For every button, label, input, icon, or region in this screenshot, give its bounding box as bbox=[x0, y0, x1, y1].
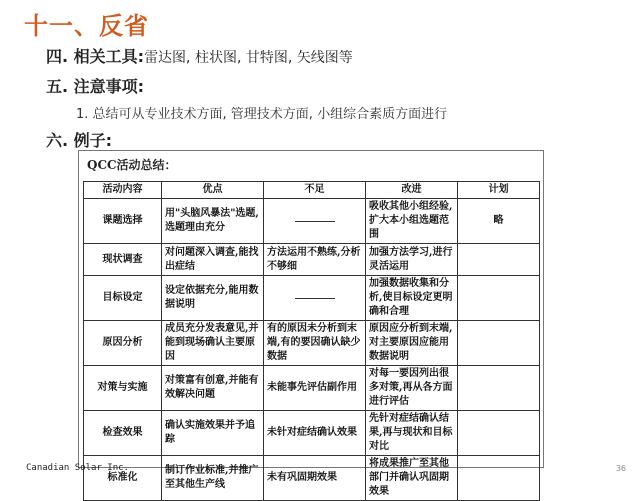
header-activity: 活动内容 bbox=[84, 182, 162, 199]
cell-plan bbox=[458, 244, 540, 276]
cell-activity: 目标设定 bbox=[84, 276, 162, 321]
footer-company: Canadian Solar Inc. bbox=[26, 463, 129, 473]
cell-cons: 未有巩固期效果 bbox=[264, 456, 366, 501]
table-header-row bbox=[84, 182, 540, 199]
table-row bbox=[84, 199, 540, 244]
cell-plan bbox=[458, 366, 540, 411]
section-colon: : bbox=[137, 47, 145, 66]
cell-improve: 对每一要因列出很多对策,再从各方面进行评估 bbox=[366, 366, 458, 411]
cell-activity: 原因分析 bbox=[84, 321, 162, 366]
cell-cons bbox=[264, 276, 366, 321]
qcc-summary-table bbox=[83, 181, 540, 501]
slide-title: 十一、反省 bbox=[24, 12, 149, 40]
header-improve: 改进 bbox=[366, 182, 458, 199]
dash-placeholder bbox=[295, 297, 335, 299]
cell-activity: 检查效果 bbox=[84, 411, 162, 456]
cell-cons bbox=[264, 199, 366, 244]
table-row bbox=[84, 366, 540, 411]
cell-plan bbox=[458, 276, 540, 321]
page-number: 36 bbox=[615, 464, 626, 473]
panel-title: QCC活动总结： bbox=[87, 158, 177, 172]
cell-cons: 未能事先评估副作用 bbox=[264, 366, 366, 411]
cell-cons: 未针对症结确认效果 bbox=[264, 411, 366, 456]
note-point-1: 1. 总结可从专业技术方面, 管理技术方面, 小组综合素质方面进行 bbox=[76, 107, 448, 122]
section-colon: : bbox=[105, 131, 113, 150]
table-row bbox=[84, 276, 540, 321]
cell-plan bbox=[458, 411, 540, 456]
cell-activity: 现状调查 bbox=[84, 244, 162, 276]
cell-plan bbox=[458, 321, 540, 366]
cell-activity: 标准化 bbox=[84, 456, 162, 501]
qcc-summary-panel bbox=[78, 150, 544, 497]
cell-pros: 设定依据充分,能用数据说明 bbox=[162, 276, 264, 321]
section-text: 雷达图, 柱状图, 甘特图, 矢线图等 bbox=[144, 50, 353, 66]
header-cons: 不足 bbox=[264, 182, 366, 199]
cell-pros: 确认实施效果并予追踪 bbox=[162, 411, 264, 456]
header-plan: 计划 bbox=[458, 182, 540, 199]
cell-improve: 原因应分析到末端,对主要原因应能用数据说明 bbox=[366, 321, 458, 366]
cell-pros: 制订作业标准,并推广至其他生产线 bbox=[162, 456, 264, 501]
cell-plan: 略 bbox=[458, 199, 540, 244]
cell-pros: 用"头脑风暴法"选题,选题理由充分 bbox=[162, 199, 264, 244]
section-colon: : bbox=[137, 77, 145, 96]
cell-plan bbox=[458, 456, 540, 501]
cell-cons: 方法运用不熟练,分析不够细 bbox=[264, 244, 366, 276]
cell-pros: 成员充分发表意见,并能到现场确认主要原因 bbox=[162, 321, 264, 366]
section-heading: 六. 例子 bbox=[46, 131, 106, 150]
cell-improve: 加强数据收集和分析,使目标设定更明确和合理 bbox=[366, 276, 458, 321]
header-pros: 优点 bbox=[162, 182, 264, 199]
cell-improve: 先针对症结确认结果,再与现状和目标对比 bbox=[366, 411, 458, 456]
cell-pros: 对策富有创意,并能有效解决问题 bbox=[162, 366, 264, 411]
section-heading: 五. 注意事项 bbox=[46, 77, 138, 96]
cell-activity: 课题选择 bbox=[84, 199, 162, 244]
cell-improve: 将成果推广至其他部门并确认巩固期效果 bbox=[366, 456, 458, 501]
table-row bbox=[84, 411, 540, 456]
table-row bbox=[84, 321, 540, 366]
table-row bbox=[84, 244, 540, 276]
dash-placeholder bbox=[295, 220, 335, 222]
cell-improve: 吸收其他小组经验,扩大本小组选题范围 bbox=[366, 199, 458, 244]
section-related-tools bbox=[46, 44, 353, 67]
cell-activity: 对策与实施 bbox=[84, 366, 162, 411]
cell-improve: 加强方法学习,进行灵活运用 bbox=[366, 244, 458, 276]
section-example bbox=[46, 128, 112, 151]
cell-cons: 有的原因未分析到末端,有的要因确认缺少数据 bbox=[264, 321, 366, 366]
section-heading: 四. 相关工具 bbox=[46, 47, 138, 66]
cell-pros: 对问题深入调查,能找出症结 bbox=[162, 244, 264, 276]
table-row bbox=[84, 456, 540, 501]
section-notes bbox=[46, 74, 144, 97]
